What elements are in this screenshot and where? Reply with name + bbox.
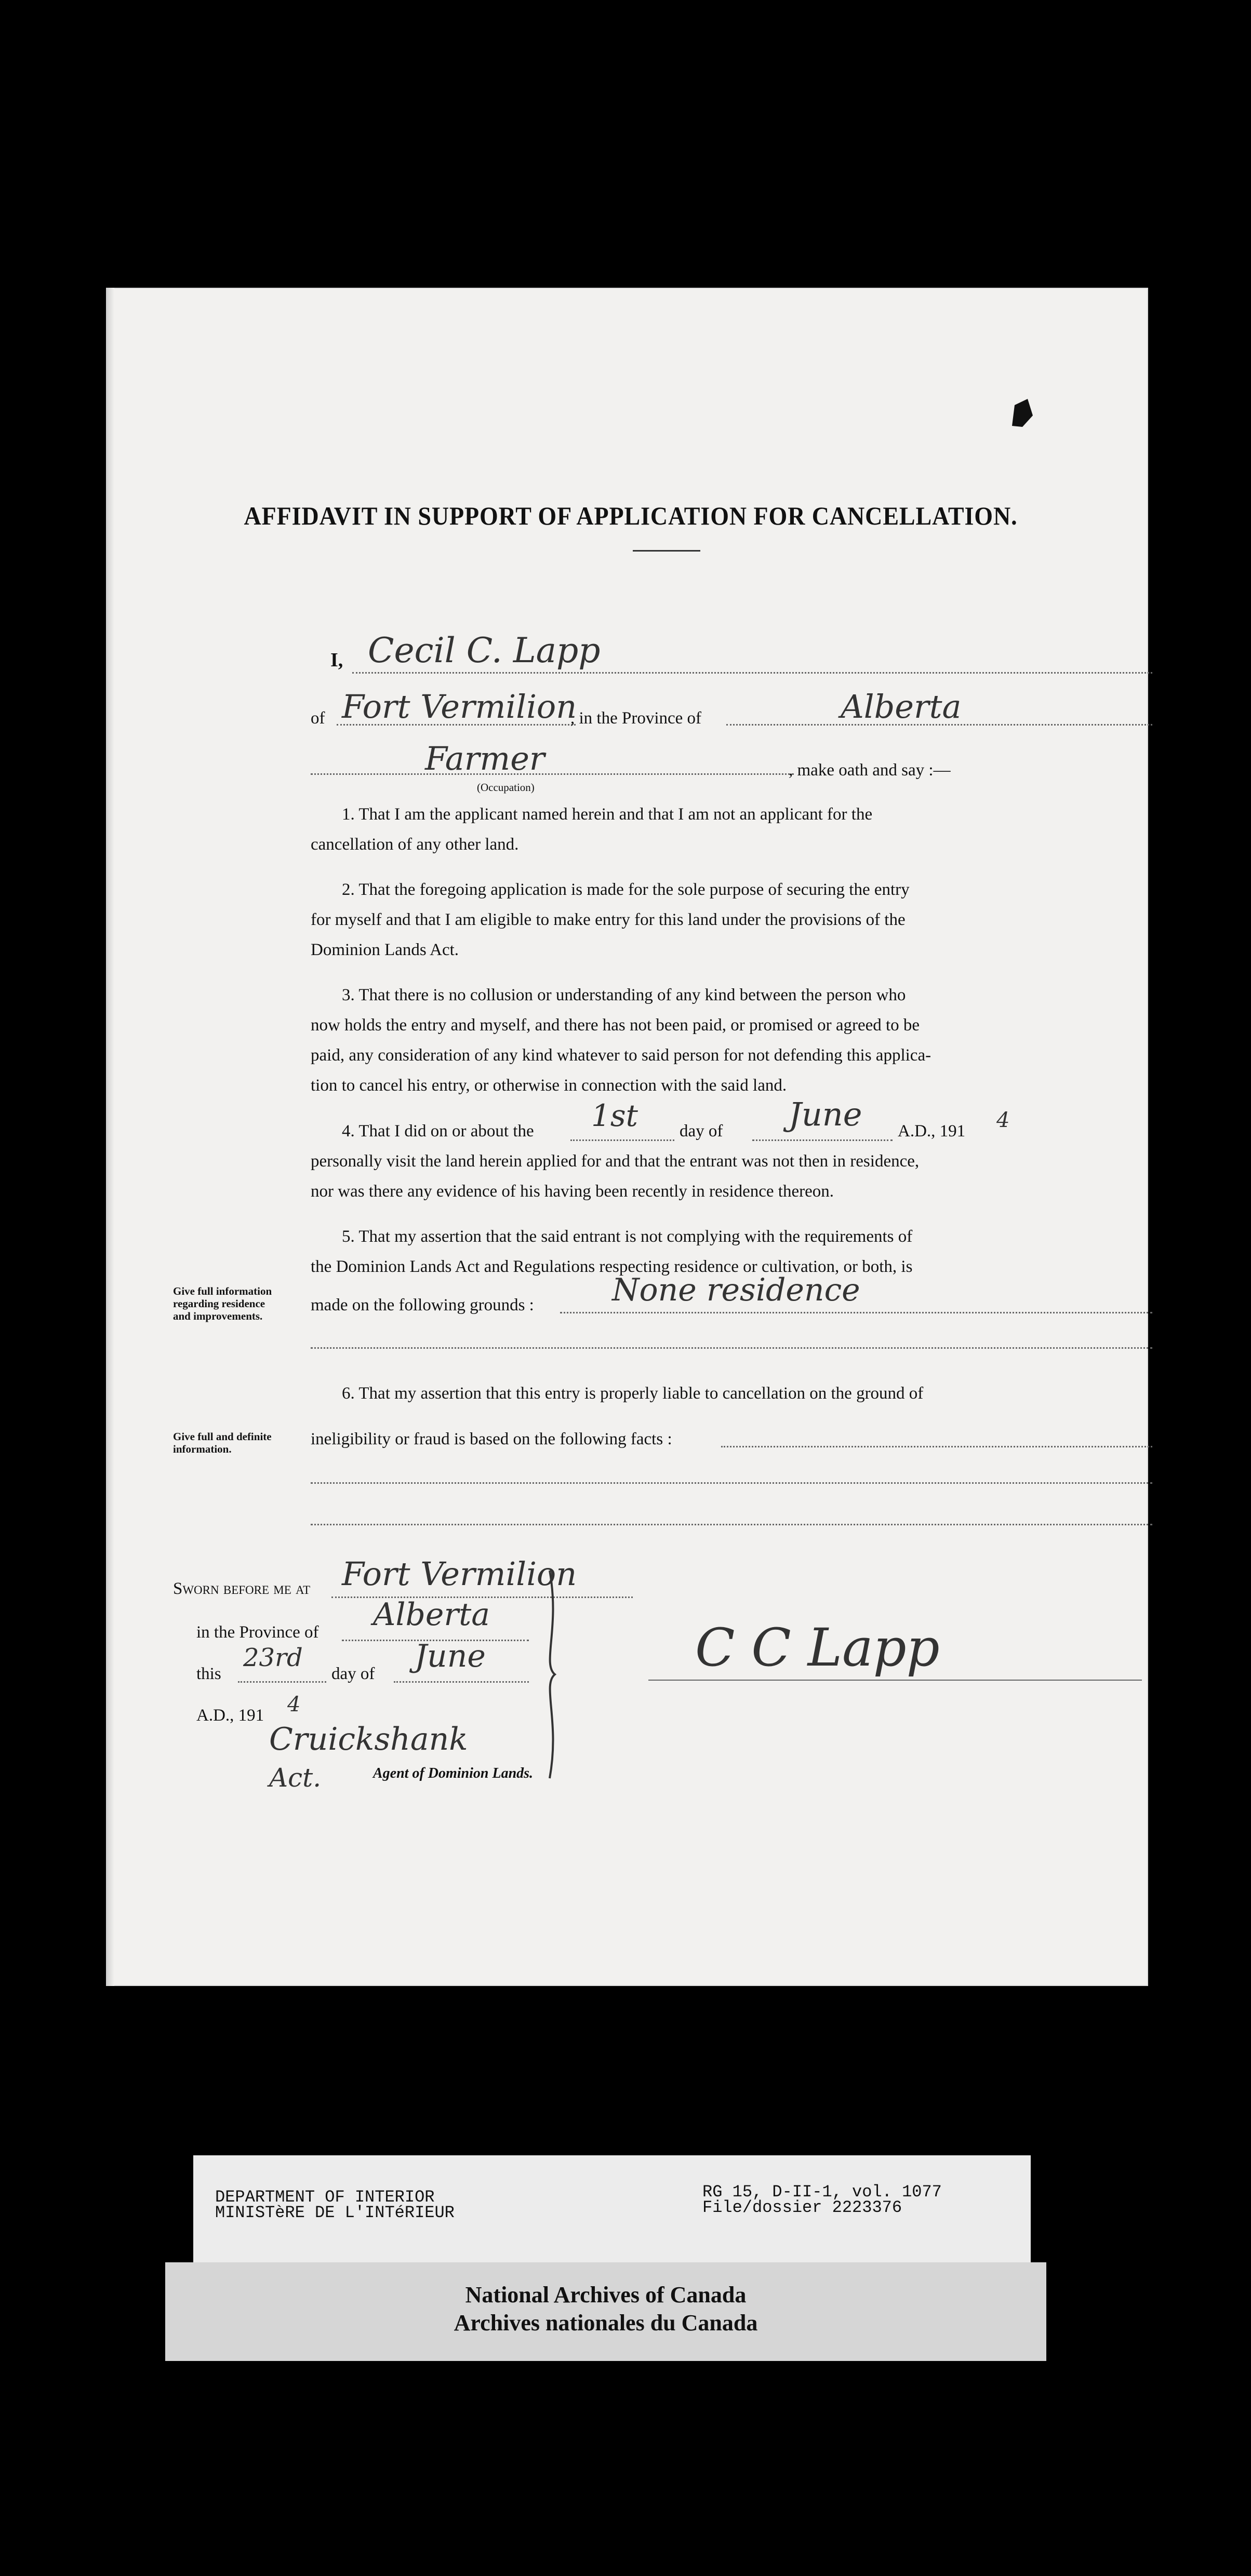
handwritten-name: Cecil C. Lapp [368, 630, 601, 670]
p5-line2: the Dominion Lands Act and Regulations respecting residence or cultivation, or both, is [311, 1257, 913, 1276]
jurat-province-label: in the Province of [196, 1623, 319, 1642]
reference-group: RG 15, D-II-1, vol. 1077 [702, 2182, 942, 2202]
i-prefix: I, [330, 649, 343, 671]
facts-line-1 [721, 1446, 1152, 1447]
p4-month-line [752, 1139, 893, 1141]
name-line [352, 672, 1152, 674]
handwritten-place: Fort Vermilion [342, 688, 577, 726]
p3-line4: tion to cancel his entry, or otherwise in connection with the said land. [311, 1076, 787, 1095]
title-ornament [633, 550, 700, 552]
p5-line3: made on the following grounds : [311, 1296, 534, 1314]
p4-day-of: day of [680, 1122, 723, 1141]
handwritten-sworn-year: 4 [287, 1693, 301, 1716]
margin-note-2-line1: Give full and definite [173, 1430, 272, 1443]
province-label: , in the Province of [570, 709, 702, 728]
occupation-caption: (Occupation) [477, 781, 535, 794]
facts-line-3 [311, 1524, 1152, 1525]
department-en: DEPARTMENT OF INTERIOR [215, 2188, 435, 2207]
affidavit-document [113, 288, 1148, 1986]
torn-corner-mark [1007, 395, 1038, 431]
agent-abbrev: Act. [269, 1763, 322, 1793]
handwritten-occupation: Farmer [425, 740, 545, 777]
p4-ad: A.D., 191 [898, 1122, 966, 1141]
p4-line3: nor was there any evidence of his having been recently in residence thereon. [311, 1182, 834, 1201]
paper-edge [106, 288, 114, 1986]
margin-note-1-line2: regarding residence [173, 1297, 265, 1310]
p4-start: 4. That I did on or about the [342, 1122, 534, 1141]
sworn-label: Sworn before me at [173, 1579, 311, 1598]
handwritten-sworn-month: June [415, 1638, 486, 1674]
facts-line-2 [311, 1482, 1152, 1484]
grounds-line-1 [560, 1312, 1152, 1313]
occupation-line [311, 773, 794, 775]
agent-signature: Cruickshank [269, 1721, 468, 1757]
document-title: AFFIDAVIT IN SUPPORT OF APPLICATION FOR CANCELLATION. [244, 501, 1018, 530]
jurat-ad: A.D., 191 [196, 1706, 264, 1725]
p3-line2: now holds the entry and myself, and there has not been paid, or promised or agreed to be [311, 1016, 920, 1035]
p4-day-line [570, 1139, 674, 1141]
p6-line1: 6. That my assertion that this entry is properly liable to cancellation on the ground of [342, 1384, 924, 1403]
handwritten-month: June [789, 1095, 862, 1133]
jurat-day-line [238, 1681, 326, 1683]
handwritten-day: 1st [591, 1098, 638, 1133]
p4-line2: personally visit the land herein applied for and that the entrant was not then in residence, [311, 1152, 920, 1171]
handwritten-sworn-province: Alberta [373, 1596, 490, 1633]
jurat-this-label: this [196, 1665, 221, 1683]
department-fr: MINISTèRE DE L'INTéRIEUR [215, 2203, 455, 2222]
handwritten-sworn-place: Fort Vermilion [342, 1555, 577, 1593]
applicant-signature-line [648, 1680, 1142, 1681]
department-label [193, 2155, 1031, 2262]
file-number: File/dossier 2223376 [702, 2198, 902, 2217]
jurat-day-of: day of [331, 1665, 375, 1683]
p2-line1: 2. That the foregoing application is made for the sole purpose of securing the entry [342, 880, 910, 899]
p3-line1: 3. That there is no collusion or understanding of any kind between the person who [342, 986, 906, 1004]
of-label: of [311, 709, 325, 728]
make-oath-text: , make oath and say :— [789, 761, 951, 780]
archives-en: National Archives of Canada [465, 2282, 747, 2307]
p6-line2: ineligibility or fraud is based on the following facts : [311, 1430, 672, 1448]
applicant-signature: C C Lapp [695, 1617, 940, 1678]
handwritten-year: 4 [996, 1108, 1010, 1132]
p1-line1: 1. That I am the applicant named herein and that I am not an applicant for the [342, 805, 873, 824]
handwritten-sworn-day: 23rd [243, 1643, 303, 1672]
handwritten-grounds: None residence [612, 1272, 860, 1308]
p5-line1: 5. That my assertion that the said entrant is not complying with the requirements of [342, 1227, 913, 1246]
margin-note-2-line2: information. [173, 1443, 232, 1455]
p3-line3: paid, any consideration of any kind whatever to said person for not defending this applica- [311, 1046, 931, 1065]
margin-note-1-line3: and improvements. [173, 1310, 263, 1322]
margin-note-1-line1: Give full information [173, 1285, 272, 1297]
handwritten-province: Alberta [841, 688, 962, 726]
jurat-month-line [394, 1681, 529, 1683]
archives-label [165, 2262, 1046, 2361]
jurat-brace [539, 1565, 570, 1783]
archives-fr: Archives nationales du Canada [454, 2310, 758, 2336]
agent-caption: Agent of Dominion Lands. [373, 1765, 534, 1781]
p2-line3: Dominion Lands Act. [311, 941, 459, 959]
grounds-line-2 [311, 1347, 1152, 1349]
p1-line2: cancellation of any other land. [311, 835, 519, 854]
p2-line2: for myself and that I am eligible to make entry for this land under the provisions of the [311, 910, 906, 929]
